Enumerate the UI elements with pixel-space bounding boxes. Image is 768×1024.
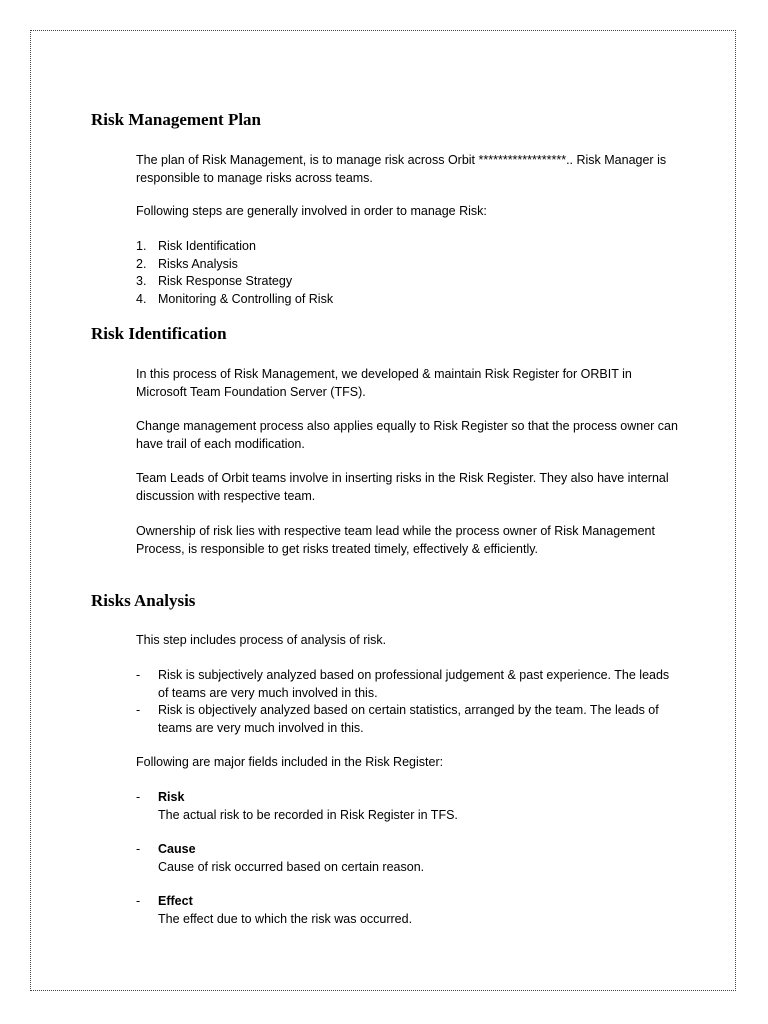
field-name: Risk — [158, 790, 185, 804]
heading-risk-management-plan: Risk Management Plan — [91, 110, 261, 129]
analysis-bullet-item — [136, 702, 681, 737]
bullet-dash: - — [136, 894, 141, 908]
bullet-dash: - — [136, 842, 141, 856]
bullet-dash: - — [136, 790, 141, 804]
step-number: 3. — [136, 274, 147, 288]
fields-intro-paragraph: Following are major fields included in the Risk Register: — [136, 755, 444, 769]
step-text: Risk Identification — [158, 239, 256, 253]
register-field-item — [136, 893, 681, 928]
step-number: 1. — [136, 239, 147, 253]
step-text: Risks Analysis — [158, 257, 238, 271]
analysis-bullet-item — [136, 667, 681, 702]
identification-paragraph: Change management process also applies equally to Risk Register so that the process owner can have trail of each modification. — [136, 419, 678, 451]
step-number: 2. — [136, 257, 147, 271]
identification-paragraph: In this process of Risk Management, we developed & maintain Risk Register for ORBIT in Microsoft Team Foundation Server (TFS). — [136, 367, 632, 399]
field-name: Effect — [158, 894, 193, 908]
register-field-item — [136, 841, 681, 876]
steps-intro-paragraph: Following steps are generally involved in order to manage Risk: — [136, 204, 487, 218]
analysis-intro-paragraph: This step includes process of analysis of risk. — [136, 633, 387, 647]
heading-risks-analysis: Risks Analysis — [91, 591, 196, 610]
step-item — [136, 291, 681, 309]
step-text: Monitoring & Controlling of Risk — [158, 292, 334, 306]
register-field-item — [136, 789, 681, 824]
identification-paragraph: Ownership of risk lies with respective team lead while the process owner of Risk Management Process, is responsible to get risks treated timely, effectively & efficiently. — [136, 524, 655, 556]
bullet-text: Risk is objectively analyzed based on certain statistics, arranged by the team. The leads of teams are very much involved in this. — [158, 703, 659, 735]
bullet-dash: - — [136, 703, 141, 717]
step-number: 4. — [136, 292, 147, 306]
step-item — [136, 273, 681, 291]
field-description: The effect due to which the risk was occurred. — [158, 911, 413, 926]
identification-paragraph: Team Leads of Orbit teams involve in inserting risks in the Risk Register. They also have internal discussion with respective team. — [136, 471, 669, 503]
step-item — [136, 238, 681, 256]
field-description: Cause of risk occurred based on certain reason. — [158, 859, 425, 874]
field-name: Cause — [158, 842, 196, 856]
heading-risk-identification: Risk Identification — [91, 324, 227, 343]
field-description: The actual risk to be recorded in Risk Register in TFS. — [158, 807, 458, 822]
bullet-dash: - — [136, 668, 141, 682]
step-text: Risk Response Strategy — [158, 274, 293, 288]
step-item — [136, 256, 681, 274]
bullet-text: Risk is subjectively analyzed based on professional judgement & past experience. The leads of teams are very much involved in this. — [158, 668, 670, 700]
plan-intro-paragraph: The plan of Risk Management, is to manage risk across Orbit ******************.. Risk Manager is responsible to manage risks across teams. — [136, 153, 667, 185]
